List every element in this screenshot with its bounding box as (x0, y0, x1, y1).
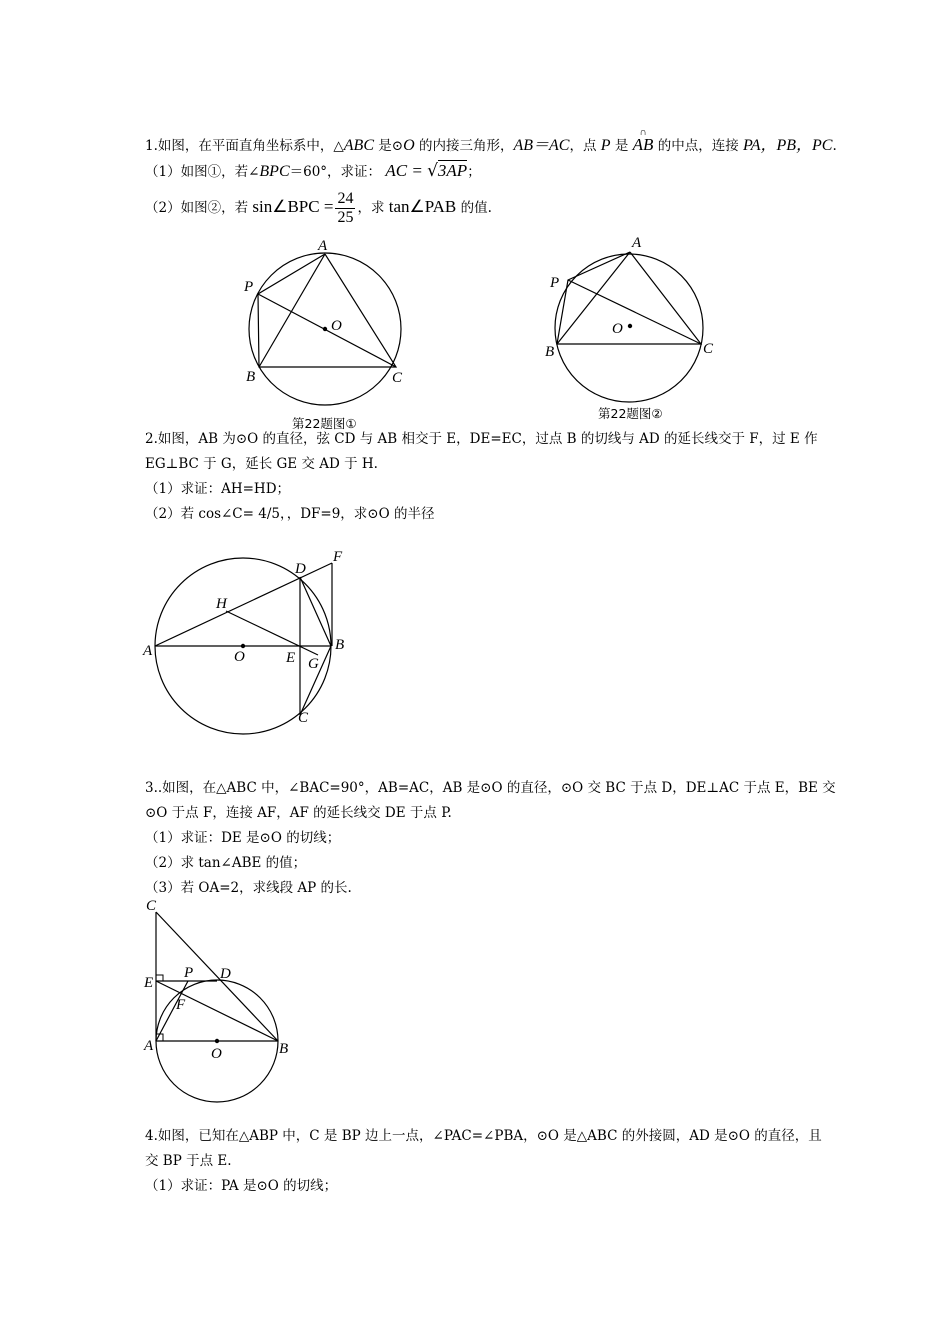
label-o: O (612, 321, 623, 337)
label-c: C (298, 710, 309, 726)
label-a: A (143, 643, 153, 659)
figure-q1-1 (230, 232, 430, 432)
q3-line-1: 3..如图，在△ABC 中，∠BAC=90°，AB=AC，AB 是⊙O 的直径，⊙O 交 BC 于点 D，DE⊥AC 于点 E，BE 交 (145, 780, 836, 796)
q4-line-2: 交 BP 于点 E. (145, 1153, 232, 1169)
q2-line-2: EG⊥BC 于 G，延长 GE 交 AD 于 H. (145, 456, 378, 472)
fraction-24-25: $\frac{24}{25}$ (337, 190, 354, 226)
q4-line-1: 4.如图，已知在△ABP 中，C 是 BP 边上一点，∠PAC=∠PBA，⊙O 是△ABC 的外接圆，AD 是⊙O 的直径，且 (145, 1128, 822, 1144)
label-e: E (286, 650, 296, 666)
polygon-apbc (258, 254, 396, 367)
arc-ab-symbol: ∩ AB (633, 132, 654, 154)
segment-be (156, 981, 278, 1041)
fig2-caption: 第22题图② (598, 406, 663, 421)
q2-line-3: （1）求证：AH=HD； (145, 481, 291, 497)
q3-line-4: （2）求 tan∠ABE 的值； (145, 855, 307, 871)
label-c: C (703, 341, 714, 357)
label-h: H (216, 596, 227, 612)
label-e: E (144, 975, 154, 991)
label-b: B (279, 1041, 289, 1057)
segment-pc (568, 280, 701, 344)
figure-q1-2 (540, 232, 740, 432)
segment-pc (258, 294, 396, 367)
label-o: O (234, 649, 245, 665)
q3-line-5: （3）若 OA=2，求线段 AP 的长. (145, 880, 352, 896)
label-b: B (246, 369, 256, 385)
label-p: P (244, 279, 254, 295)
q2-line-1: 2.如图，AB 为⊙O 的直径，弦 CD 与 AB 相交于 E，DE=EC，过点 B 的切线与 AD 的延长线交于 F，过 E 作 (145, 431, 818, 447)
q4-line-3: （1）求证：PA 是⊙O 的切线； (145, 1178, 338, 1194)
label-p: P (184, 965, 194, 981)
q3-line-2: ⊙O 于点 F，连接 AF，AF 的延长线交 DE 于点 P. (145, 805, 452, 821)
label-g: G (308, 656, 319, 672)
center-dot (323, 327, 327, 331)
q3-line-3: （1）求证：DE 是⊙O 的切线； (145, 830, 341, 846)
sqrt-icon: √ (427, 161, 438, 181)
label-d: D (220, 966, 231, 982)
label-a: A (632, 235, 642, 251)
polygon-apbc (557, 252, 701, 344)
center-dot (241, 644, 245, 648)
center-dot (215, 1039, 219, 1043)
q1-line-2: （1）如图①，若∠BPC＝60°，求证： AC = √3AP； (145, 161, 481, 181)
right-angle-e (156, 975, 163, 981)
label-b: B (335, 637, 345, 653)
q2-line-4: （2）若 cos∠C= 4/5，，DF=9，求⊙O 的半径 (145, 506, 435, 522)
label-d: D (295, 561, 306, 577)
label-p: P (550, 275, 560, 291)
center-dot (628, 324, 632, 328)
label-c: C (392, 370, 403, 386)
label-c: C (146, 898, 157, 914)
figure-q3 (140, 895, 310, 1105)
figure-q2 (140, 545, 370, 745)
label-a: A (144, 1038, 154, 1054)
q1-line-3: （2）如图②，若 sin∠BPC = $\frac{24}{25}$ ，求 tan∠PAB 的值. (145, 190, 492, 226)
segment-ab (259, 254, 325, 367)
segment-cb (156, 912, 278, 1041)
label-f: F (176, 997, 186, 1013)
label-b: B (545, 344, 555, 360)
label-f: F (333, 549, 343, 565)
fig1-caption: 第22题图① (292, 416, 357, 431)
label-o: O (331, 318, 342, 334)
q1-line-1: 1.如图，在平面直角坐标系中，△ABC 是⊙O 的内接三角形，AB＝AC，点 P 是 ∩ AB 的中点，连接 PA，PB，PC. (145, 132, 837, 155)
segment-db (300, 577, 331, 646)
label-o: O (211, 1046, 222, 1062)
label-a: A (318, 238, 328, 254)
